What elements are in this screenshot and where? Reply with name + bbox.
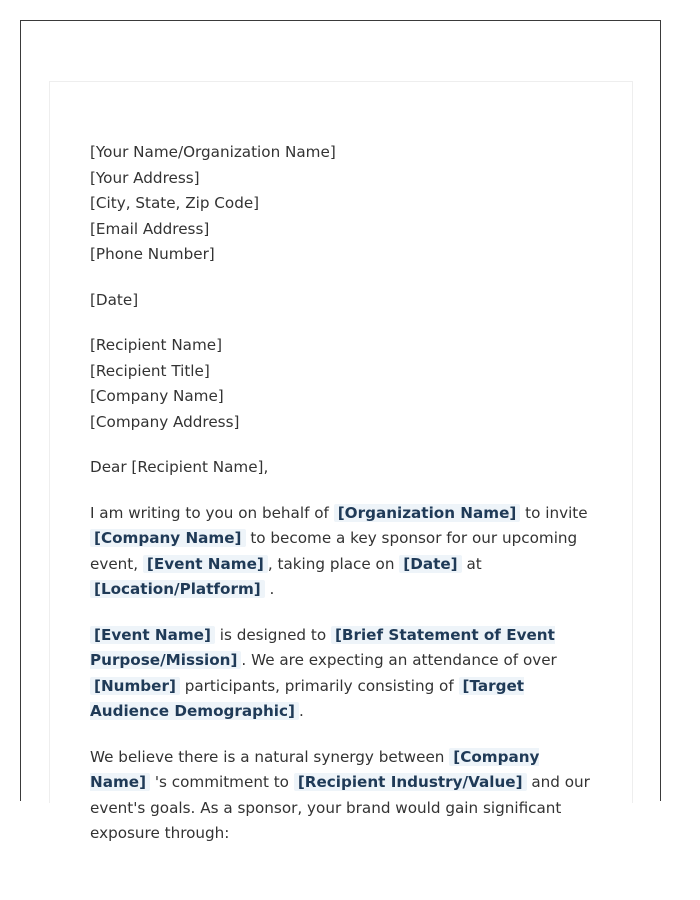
placeholder-location: [Location/Platform] bbox=[90, 580, 265, 598]
placeholder-recipient-industry: [Recipient Industry/Value] bbox=[294, 773, 527, 791]
placeholder-event-name: [Event Name] bbox=[143, 555, 268, 573]
placeholder-organization-name: [Organization Name] bbox=[334, 504, 521, 522]
paragraph-event-purpose bbox=[90, 623, 600, 725]
placeholder-company-name: [Company Name] bbox=[90, 747, 540, 791]
placeholder-number: [Number] bbox=[90, 677, 180, 695]
sender-phone: [Phone Number] bbox=[90, 245, 215, 263]
salutation: Dear [Recipient Name], bbox=[90, 458, 269, 476]
sender-city: [City, State, Zip Code] bbox=[90, 194, 260, 212]
placeholder-event-purpose: [Brief Statement of Event Purpose/Mission] bbox=[90, 625, 555, 669]
sender-email: [Email Address] bbox=[90, 219, 210, 238]
text-run: . bbox=[298, 702, 304, 720]
date-block bbox=[90, 288, 600, 314]
text-run: . bbox=[269, 580, 275, 598]
letter-date: [Date] bbox=[90, 290, 139, 309]
text-run: to become a key sponsor for our upcoming event, bbox=[90, 529, 578, 573]
paragraph-invitation bbox=[90, 501, 600, 603]
recipient-company: [Company Name] bbox=[90, 387, 224, 405]
recipient-address: [Company Address] bbox=[90, 412, 240, 431]
sender-name: [Your Name/Organization Name] bbox=[90, 143, 336, 161]
recipient-title: [Recipient Title] bbox=[90, 361, 210, 380]
placeholder-date: [Date] bbox=[399, 555, 461, 573]
sender-block bbox=[90, 140, 600, 268]
placeholder-target-audience: [Target Audience Demographic] bbox=[90, 676, 525, 720]
text-run: at bbox=[466, 554, 482, 573]
text-run: participants, primarily consisting of bbox=[184, 676, 454, 695]
text-run: . We are expecting an attendance of over bbox=[241, 651, 557, 669]
recipient-name: [Recipient Name] bbox=[90, 336, 223, 354]
text-run: I am writing to you on behalf of bbox=[90, 503, 329, 522]
text-run: to invite bbox=[525, 503, 588, 522]
text-run: We believe there is a natural synergy between bbox=[90, 747, 445, 766]
letter-body bbox=[90, 140, 600, 867]
text-run: 's commitment to bbox=[154, 773, 289, 791]
placeholder-company-name: [Company Name] bbox=[90, 529, 246, 547]
placeholder-event-name: [Event Name] bbox=[90, 626, 215, 644]
paragraph-synergy bbox=[90, 745, 600, 847]
sender-address: [Your Address] bbox=[90, 168, 200, 187]
salutation-block bbox=[90, 455, 600, 481]
recipient-block bbox=[90, 333, 600, 435]
text-run: , taking place on bbox=[267, 554, 395, 573]
text-run: and our event's goals. As a sponsor, your brand would gain significant exposure through: bbox=[90, 773, 590, 842]
text-run: is designed to bbox=[219, 625, 327, 644]
